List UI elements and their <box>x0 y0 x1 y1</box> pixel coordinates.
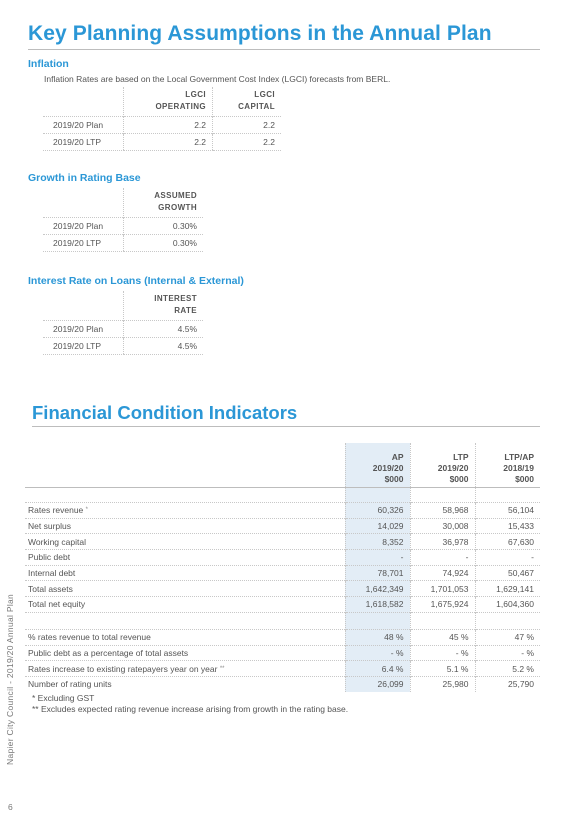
page-number: 6 <box>8 802 13 812</box>
cell-ltp: 58,968 <box>410 503 475 519</box>
table-row <box>43 338 203 355</box>
table-row <box>25 534 540 550</box>
fci-title: Financial Condition Indicators <box>32 402 298 423</box>
interest-heading: Interest Rate on Loans (Internal & External) <box>28 275 244 287</box>
cell-ap: 6.4 % <box>345 661 410 677</box>
sidebar-document-title: Napier City Council - 2019/20 Annual Plan <box>5 593 15 765</box>
table-row <box>25 676 540 691</box>
interest-col-header: INTEREST RATE <box>124 291 204 321</box>
row-label: Total assets <box>25 581 345 597</box>
cell-value: 0.30% <box>124 235 204 252</box>
cell-ltp: 1,701,053 <box>410 581 475 597</box>
interest-header-row <box>43 291 203 321</box>
interest-table <box>43 291 203 355</box>
footnote-growth: ** Excludes expected rating revenue increase arising from growth in the rating base. <box>32 704 349 714</box>
cell-prev: 1,629,141 <box>475 581 540 597</box>
fci-rule <box>32 426 540 427</box>
cell-prev: - <box>475 550 540 566</box>
spacer-cell <box>345 612 410 629</box>
cell-ap: 78,701 <box>345 565 410 581</box>
fci-gap-row <box>25 612 540 629</box>
cell-prev: 56,104 <box>475 503 540 519</box>
cell-value: 2.2 <box>213 134 281 151</box>
row-label: Internal debt <box>25 565 345 581</box>
cell-prev: 1,604,360 <box>475 597 540 613</box>
row-label: 2019/20 Plan <box>43 218 124 235</box>
cell-prev: 67,630 <box>475 534 540 550</box>
table-row <box>25 518 540 534</box>
fci-col-ltp: LTP 2019/20 $000 <box>410 443 475 488</box>
cell-ltp: - <box>410 550 475 566</box>
spacer-cell <box>475 612 540 629</box>
spacer-cell <box>345 488 410 503</box>
inflation-col-operating: LGCI OPERATING <box>124 87 213 117</box>
cell-prev: 47 % <box>475 629 540 645</box>
cell-ap: 26,099 <box>345 676 410 691</box>
table-row <box>25 503 540 519</box>
row-label: Net surplus <box>25 518 345 534</box>
table-row <box>25 629 540 645</box>
cell-ltp: 45 % <box>410 629 475 645</box>
title-rule <box>28 49 540 50</box>
spacer-cell <box>475 488 540 503</box>
footnote-marker: ** <box>219 665 225 672</box>
row-label: Working capital <box>25 534 345 550</box>
inflation-table <box>43 87 281 151</box>
row-label: 2019/20 LTP <box>43 338 124 355</box>
cell-ltp: 74,924 <box>410 565 475 581</box>
cell-prev: - % <box>475 645 540 661</box>
row-label: 2019/20 LTP <box>43 134 124 151</box>
row-label: Public debt <box>25 550 345 566</box>
cell-value: 2.2 <box>124 117 213 134</box>
cell-ltp: 36,978 <box>410 534 475 550</box>
row-label: 2019/20 LTP <box>43 235 124 252</box>
row-label: Rates increase to existing ratepayers year on year ** <box>25 661 345 677</box>
fci-body-ratios <box>25 629 540 691</box>
growth-header-blank <box>43 188 124 218</box>
fci-table <box>25 443 540 692</box>
table-row <box>43 218 203 235</box>
fci-col-prev: LTP/AP 2018/19 $000 <box>475 443 540 488</box>
footnote-gst: * Excluding GST <box>32 693 95 703</box>
growth-header-row <box>43 188 203 218</box>
footnote-marker: * <box>85 507 89 514</box>
inflation-note: Inflation Rates are based on the Local Government Cost Index (LGCI) forecasts from BERL. <box>44 74 391 84</box>
row-label: Number of rating units <box>25 676 345 691</box>
row-label: Rates revenue * <box>25 503 345 519</box>
cell-value: 4.5% <box>124 321 204 338</box>
table-row <box>25 565 540 581</box>
cell-ap: 14,029 <box>345 518 410 534</box>
table-row <box>25 550 540 566</box>
cell-prev: 15,433 <box>475 518 540 534</box>
fci-spacer-row <box>25 488 540 503</box>
cell-prev: 25,790 <box>475 676 540 691</box>
cell-value: 0.30% <box>124 218 204 235</box>
cell-ltp: 1,675,924 <box>410 597 475 613</box>
fci-header-row <box>25 443 540 488</box>
cell-ap: 48 % <box>345 629 410 645</box>
table-row <box>25 645 540 661</box>
interest-header-blank <box>43 291 124 321</box>
inflation-header-blank <box>43 87 124 117</box>
row-label: Public debt as a percentage of total assets <box>25 645 345 661</box>
cell-ltp: 30,008 <box>410 518 475 534</box>
cell-ltp: 5.1 % <box>410 661 475 677</box>
fci-header-blank <box>25 443 345 488</box>
table-row <box>25 581 540 597</box>
cell-value: 2.2 <box>213 117 281 134</box>
table-row <box>43 134 281 151</box>
table-row <box>25 597 540 613</box>
table-row <box>25 661 540 677</box>
cell-ap: 1,642,349 <box>345 581 410 597</box>
fci-col-ap: AP 2019/20 $000 <box>345 443 410 488</box>
cell-ap: - <box>345 550 410 566</box>
table-row <box>43 321 203 338</box>
cell-ap: 1,618,582 <box>345 597 410 613</box>
cell-prev: 5.2 % <box>475 661 540 677</box>
inflation-heading: Inflation <box>28 58 69 70</box>
cell-value: 4.5% <box>124 338 204 355</box>
row-label: % rates revenue to total revenue <box>25 629 345 645</box>
cell-ltp: - % <box>410 645 475 661</box>
fci-body-financial <box>25 503 540 613</box>
growth-heading: Growth in Rating Base <box>28 172 141 184</box>
spacer-cell <box>410 612 475 629</box>
spacer-cell <box>25 612 345 629</box>
spacer-cell <box>25 488 345 503</box>
growth-table <box>43 188 203 252</box>
cell-prev: 50,467 <box>475 565 540 581</box>
spacer-cell <box>410 488 475 503</box>
cell-value: 2.2 <box>124 134 213 151</box>
page-title: Key Planning Assumptions in the Annual Plan <box>28 22 492 45</box>
cell-ap: - % <box>345 645 410 661</box>
table-row <box>43 117 281 134</box>
row-label: 2019/20 Plan <box>43 321 124 338</box>
growth-col-header: ASSUMED GROWTH <box>124 188 204 218</box>
row-label: 2019/20 Plan <box>43 117 124 134</box>
cell-ap: 60,326 <box>345 503 410 519</box>
cell-ap: 8,352 <box>345 534 410 550</box>
cell-ltp: 25,980 <box>410 676 475 691</box>
inflation-header-row <box>43 87 281 117</box>
inflation-col-capital: LGCI CAPITAL <box>213 87 281 117</box>
table-row <box>43 235 203 252</box>
row-label: Total net equity <box>25 597 345 613</box>
